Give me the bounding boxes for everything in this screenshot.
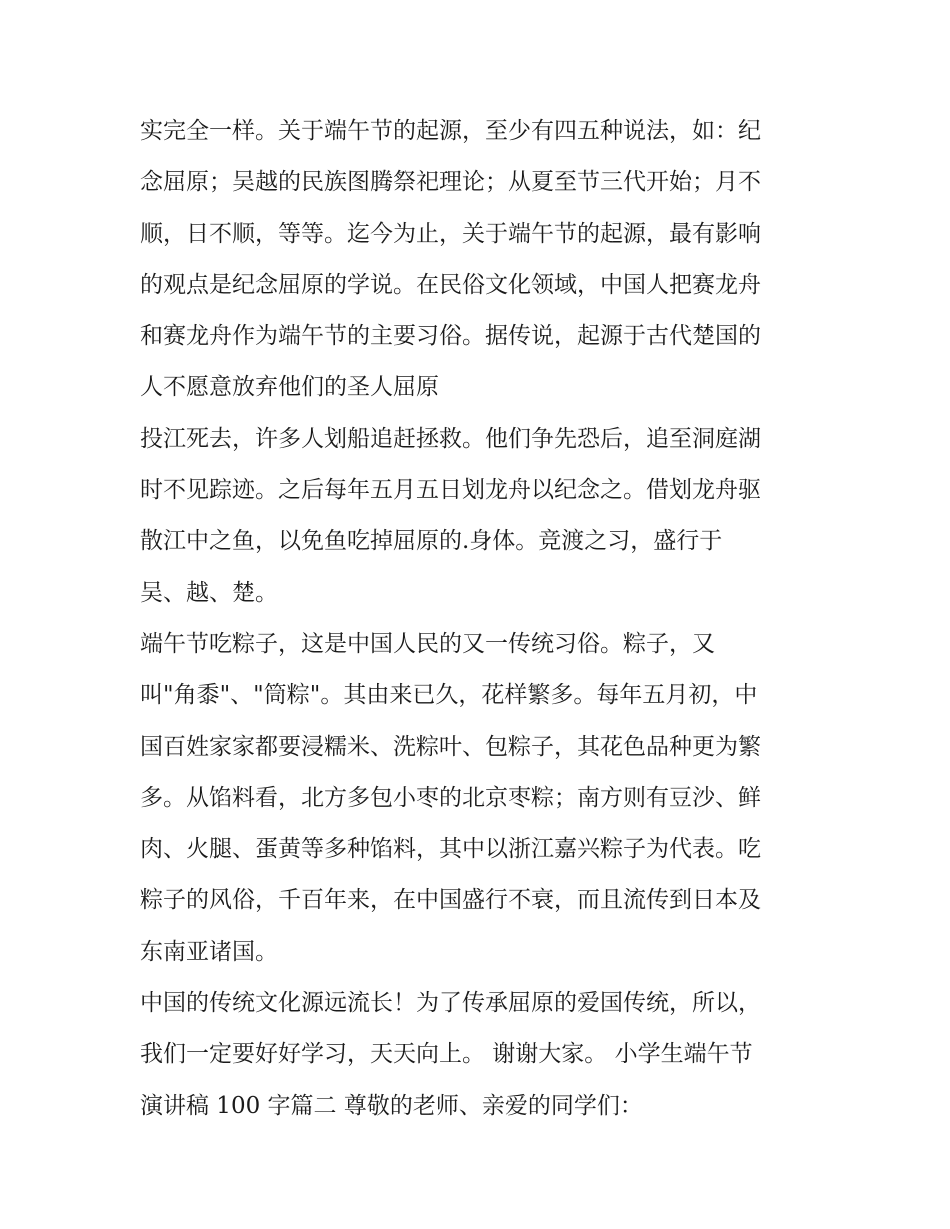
text-line: 人不愿意放弃他们的圣人屈原 bbox=[140, 374, 439, 401]
text-line: 粽子的风俗，千百年来，在中国盛行不衰，而且流传到日本及 bbox=[140, 887, 761, 914]
text-line: 实完全一样。关于端午节的起源，至少有四五种说法，如：纪 bbox=[140, 118, 761, 144]
body-text bbox=[140, 106, 820, 1132]
text-line: 叫"角黍"、"筒粽"。其由来已久，花样繁多。每年五月初，中 bbox=[140, 682, 758, 709]
text-line: 顺，日不顺，等等。迄今为止，关于端午节的起源，最有影响 bbox=[140, 220, 761, 247]
text-line: 投江死去，许多人划船追赶拯救。他们争先恐后，追至洞庭湖 bbox=[140, 425, 761, 452]
text-line: 多。从馅料看，北方多包小枣的北京枣粽；南方则有豆沙、鲜 bbox=[140, 784, 761, 811]
text-line: 东南亚诸国。 bbox=[140, 938, 278, 965]
text-line: 的观点是纪念屈原的学说。在民俗文化领域，中国人把赛龙舟 bbox=[140, 271, 761, 298]
text-line: 和赛龙舟作为端午节的主要习俗。据传说，起源于古代楚国的 bbox=[140, 323, 761, 350]
text-line: 念屈原；吴越的民族图腾祭祀理论；从夏至节三代开始；月不 bbox=[140, 169, 761, 196]
text-line: 散江中之鱼，以免鱼吃掉屈原的.身体。竞渡之习，盛行于 bbox=[140, 528, 723, 555]
text-line: 时不见踪迹。之后每年五月五日划龙舟以纪念之。借划龙舟驱 bbox=[140, 477, 761, 504]
text-line: 吴、越、楚。 bbox=[140, 579, 278, 606]
text-line: 演讲稿 100 字篇二 尊敬的老师、亲爱的同学们： bbox=[140, 1092, 643, 1119]
text-line: 国百姓家家都要浸糯米、洗粽叶、包粽子，其花色品种更为繁 bbox=[140, 733, 761, 760]
text-line: 中国的传统文化源远流长！为了传承屈原的爱国传统，所以， bbox=[140, 990, 761, 1017]
text-line: 我们一定要好好学习，天天向上。 谢谢大家。 小学生端午节 bbox=[140, 1041, 753, 1068]
text-line: 肉、火腿、蛋黄等多种馅料，其中以浙江嘉兴粽子为代表。吃 bbox=[140, 836, 761, 863]
text-line: 端午节吃粽子，这是中国人民的又一传统习俗。粽子，又 bbox=[140, 630, 715, 657]
